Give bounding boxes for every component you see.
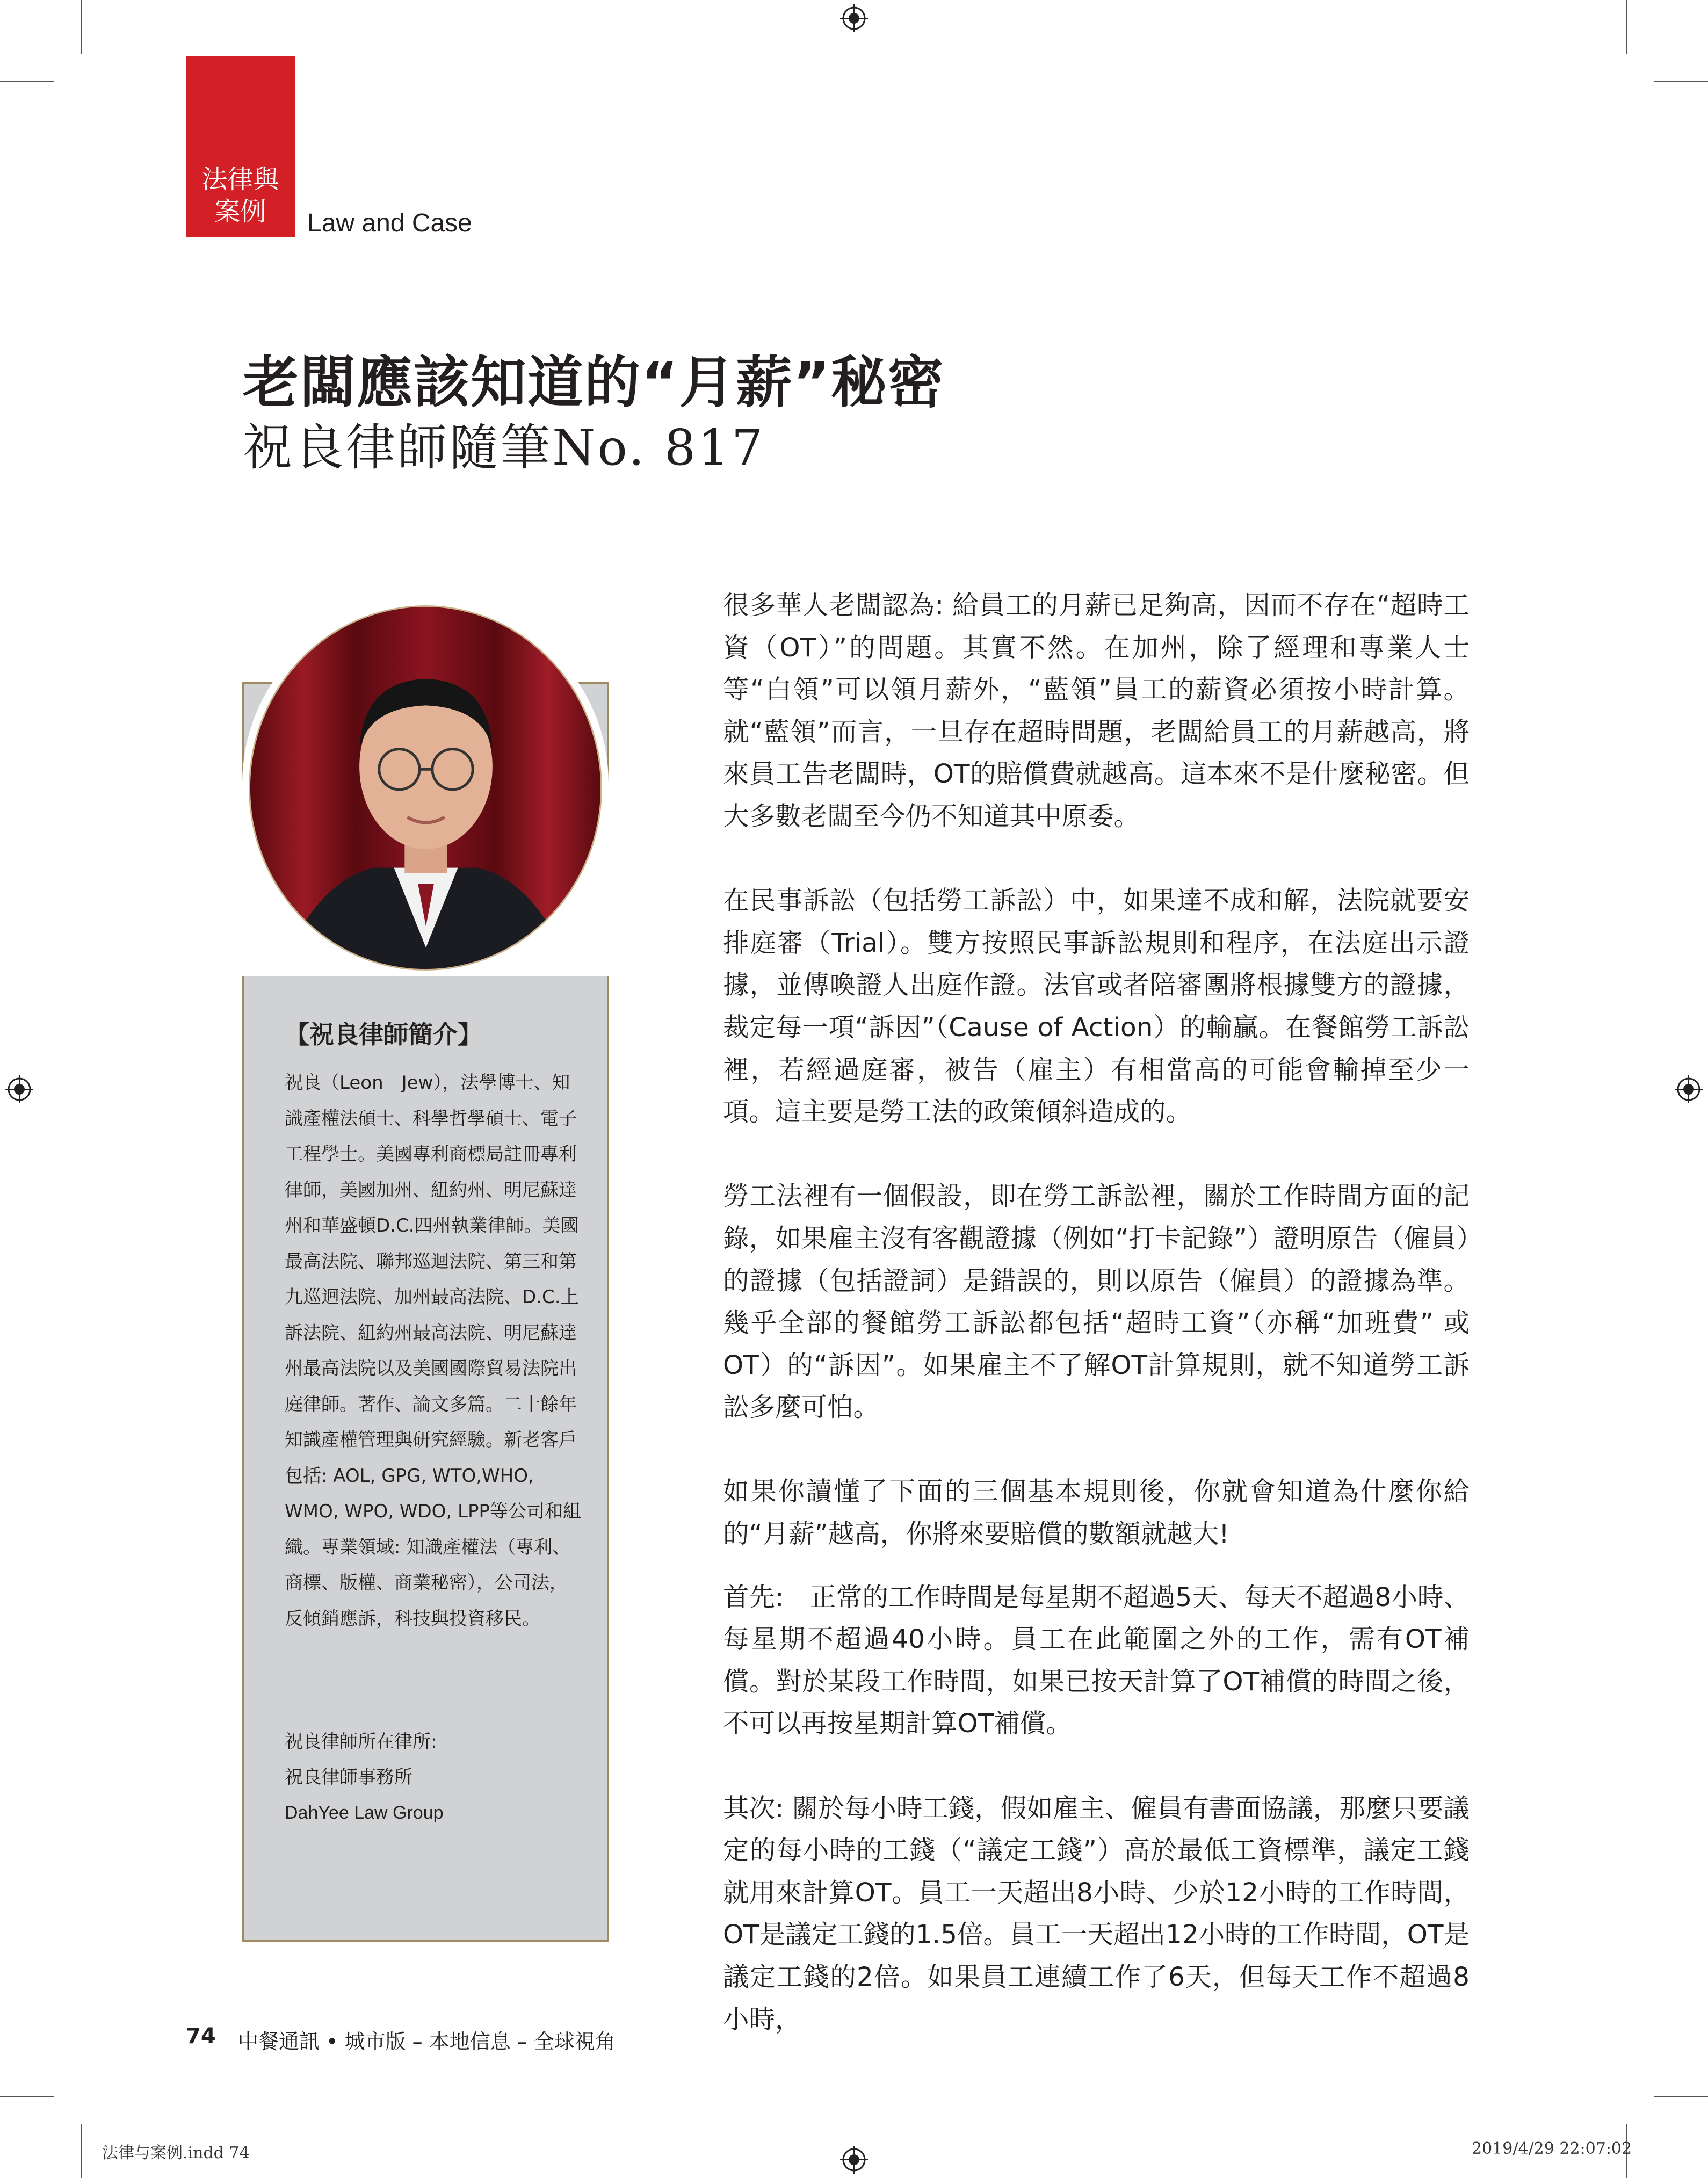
- section-label-en: Law and Case: [307, 209, 472, 237]
- law-office-info: [285, 1724, 585, 1830]
- crop-mark: [1626, 0, 1627, 54]
- article-paragraph: 很多華人老闆認為: 給員工的月薪已足夠高，因而不存在“超時工資（OT）”的問題。其實不然。在加州，除了經理和專業人士等“白領”可以領月薪外，“藍領”員工的薪資必須按小時計算。就“藍領”而言，一旦存在超時問題，老闆給員工的月薪越高，將來員工告老闆時，OT的賠償費就越高。這本來不是什麼秘密。但大多數老闆至今仍不知道其中原委。: [723, 590, 1470, 831]
- crop-mark: [81, 2124, 82, 2178]
- section-label-zh: 法律與案例: [201, 164, 279, 227]
- registration-mark-icon: [1675, 1075, 1703, 1103]
- bio-paragraph: 祝良（Leon Jew），法學博士、知識產權法碩士、科學哲學碩士、電子工程學士。美國專利商標局註冊專利律師，美國加州、紐約州、明尼蘇達州和華盛頓D.C.四州執業律師。美國最高法院、聯邦巡迴法院、第三和第九巡迴法院、加州最高法院、D.C.上訴法院、紐約州最高法院、明尼蘇達州最高法院以及美國國際貿易法院出庭律師。著作、論文多篇。二十餘年知識產權管理與研究經驗。新老客戶包括: AOL, GPG, WTO,WHO, WMO, WPO, WDO, LPP等公司和組織。專業領域: 知識產權法（專利、商標、版權、商業秘密），公司法，反傾銷應訴，科技與投資移民。: [285, 1072, 581, 1630]
- bio-text: [285, 1065, 585, 1637]
- registration-mark-icon: [840, 4, 868, 32]
- article-paragraph: 勞工法裡有一個假設，即在勞工訴訟裡，關於工作時間方面的記錄，如果雇主沒有客觀證據（例如“打卡記錄”）證明原告（僱員）的證據（包括證詞）是錯誤的，則以原告（僱員）的證據為準。幾乎全部的餐館勞工訴訟都包括“超時工資”（亦稱“加班費” 或OT）的“訴因”。如果雇主不了解OT計算規則，就不知道勞工訴訟多麼可怕。: [723, 1181, 1470, 1423]
- crop-mark: [1654, 2096, 1708, 2097]
- bio-heading: 【祝良律師簡介】: [285, 1020, 482, 1049]
- magazine-name: 中餐通訊 • 城市版 – 本地信息 – 全球視角: [238, 2030, 616, 2053]
- crop-mark: [0, 2096, 54, 2097]
- article-body: [723, 584, 1470, 2083]
- slug-timestamp: 2019/4/29 22:07:02: [1472, 2139, 1632, 2158]
- office-label: 祝良律師所在律所:: [285, 1731, 437, 1753]
- crop-mark: [1654, 81, 1708, 82]
- slug-filename: 法律与案例.indd 74: [102, 2144, 250, 2162]
- page-number: 74: [186, 2024, 216, 2049]
- office-name-en: DahYee Law Group: [285, 1803, 444, 1823]
- article-paragraph: 在民事訴訟（包括勞工訴訟）中，如果達不成和解，法院就要安排庭審（Trial）。雙方按照民事訴訟規則和程序，在法庭出示證據，並傳喚證人出庭作證。法官或者陪審團將根據雙方的證據，裁定每一項“訴因”（Cause of Action）的輸贏。在餐館勞工訴訟裡，若經過庭審，被告（雇主）有相當高的可能會輸掉至少一項。這主要是勞工法的政策傾斜造成的。: [723, 886, 1470, 1127]
- article-paragraph: 首先: 正常的工作時間是每星期不超過5天、每天不超過8小時、每星期不超過40小時。員工在此範圍之外的工作，需有OT補償。對於某段工作時間，如果已按天計算了OT補償的時間之後，不可以再按星期計算OT補償。: [723, 1582, 1470, 1739]
- registration-mark-icon: [840, 2146, 868, 2174]
- article-paragraph: 如果你讀懂了下面的三個基本規則後，你就會知道為什麼你給的“月薪”越高，你將來要賠償的數額就越大!: [723, 1477, 1470, 1550]
- office-name-zh: 祝良律師事務所: [285, 1767, 412, 1788]
- author-photo: [249, 605, 602, 971]
- section-tab: [186, 56, 295, 237]
- article-title: 老闆應該知道的“月薪”秘密: [243, 350, 945, 415]
- crop-mark: [81, 0, 82, 54]
- crop-mark: [0, 81, 54, 82]
- registration-mark-icon: [5, 1075, 33, 1103]
- article-paragraph: 其次: 關於每小時工錢，假如雇主、僱員有書面協議，那麼只要議定的每小時的工錢（“議定工錢”）高於最低工資標準，議定工錢就用來計算OT。員工一天超出8小時、少於12小時的工作時間，OT是議定工錢的1.5倍。員工一天超出12小時的工作時間，OT是議定工錢的2倍。如果員工連續工作了6天，但每天工作不超過8小時，: [723, 1793, 1470, 2035]
- article-subtitle: 祝良律師隨筆No. 817: [243, 419, 765, 476]
